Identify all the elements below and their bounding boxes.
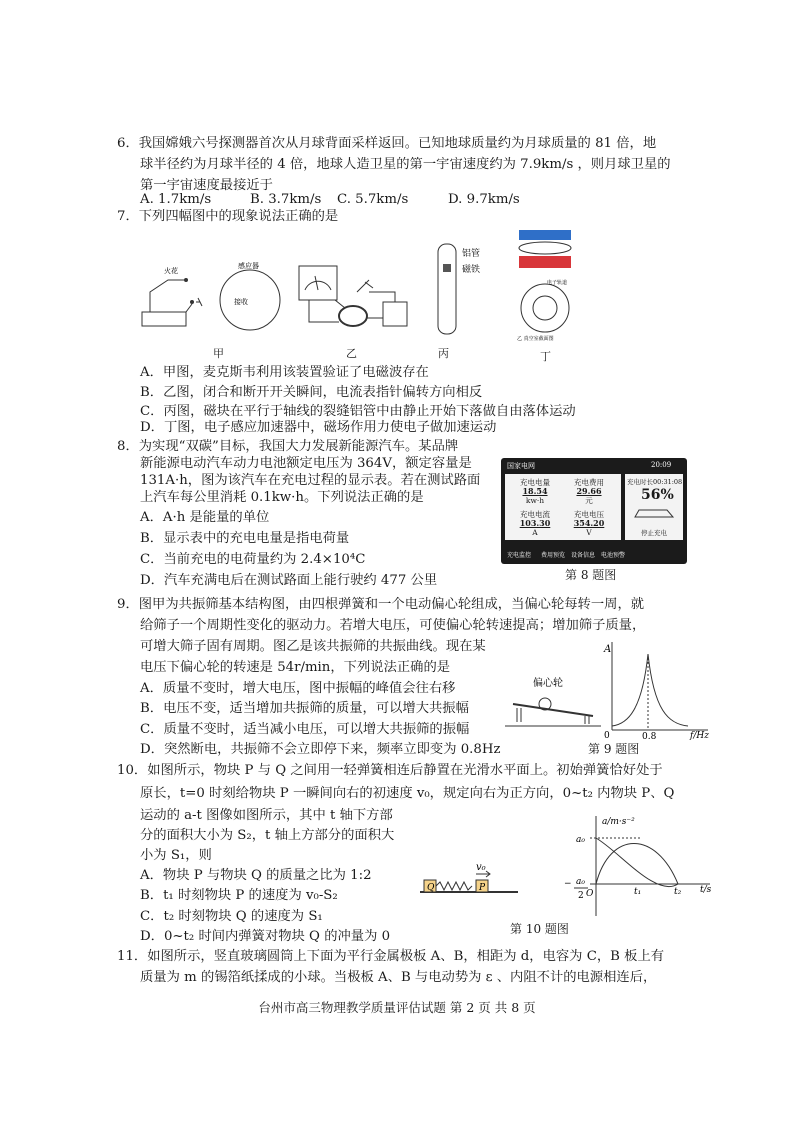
car-icon xyxy=(633,506,675,520)
battery xyxy=(383,302,407,326)
q7-option-a: A．甲图，麦克斯韦利用该装置验证了电磁波存在 xyxy=(140,365,429,380)
timer-text: 充电时长00:31:08 xyxy=(627,478,683,486)
resonance-curve-chart xyxy=(598,640,718,740)
vacuum-chamber xyxy=(521,284,569,332)
y-axis-label: A xyxy=(604,644,612,655)
q7-option-b: B．乙图，闭合和断开开关瞬间，电流表指针偏转方向相反 xyxy=(140,385,483,400)
figure-jia xyxy=(140,262,290,342)
q9-caption: 第 9 题图 xyxy=(588,742,640,756)
q10-option-c: C．t₂ 时刻物块 Q 的速度为 S₁ xyxy=(140,909,323,924)
cell-cost-unit: 元 xyxy=(585,496,593,505)
tab-device[interactable]: 设备信息 xyxy=(571,552,596,559)
gap-label: 火花 xyxy=(164,267,178,275)
sieve-diagram xyxy=(505,672,605,732)
q9-option-c: C．质量不变时，适当减小电压，可以增大共振筛的振幅 xyxy=(140,722,470,737)
magnet-block xyxy=(443,264,451,272)
screen-time: 20:09 xyxy=(651,461,672,469)
q6-line-1: 6．我国嫦娥六号探测器首次从月球背面采样返回。已知地球质量约为月球质量的 81 倍，地 xyxy=(117,136,657,151)
q8-option-a: A．A·h 是能量的单位 xyxy=(140,510,270,525)
figure-bing xyxy=(430,240,490,340)
q6-option-b: B. 3.7km/s xyxy=(250,192,322,207)
q8-line-2: 新能源电动汽车动力电池额定电压为 364V，额定容量是 xyxy=(140,456,472,471)
a0-label: a₀ xyxy=(576,835,585,845)
q10-option-a: A．物块 P 与物块 Q 的质量之比为 1:2 xyxy=(140,868,372,883)
a-axis-label: a/m·s⁻² xyxy=(602,817,635,827)
neg-a0-den-label: 2 xyxy=(578,891,584,901)
q8-line-1: 8．为实现“双碳”目标，我国大力发展新能源汽车。某品牌 xyxy=(117,439,459,454)
cell-current-unit: A xyxy=(532,528,538,537)
q-curve xyxy=(596,844,678,885)
cell-energy-label: 充电电量 xyxy=(520,478,550,487)
neg-a0-label: a₀ xyxy=(576,877,585,887)
q6-line-2: 球半径约为月球半径的 4 倍，地球人造卫星的第一宇宙速度约为 7.9km/s ，则月球卫星的 xyxy=(140,157,671,172)
q6-option-a: A. 1.7km/s xyxy=(140,192,212,207)
cell-current-label: 充电电流 xyxy=(520,510,550,519)
q10-line-3: 运动的 a-t 图像如图所示，其中 t 轴下方部 xyxy=(140,808,393,823)
ring-label: 乙 真空室截面图 xyxy=(517,336,554,342)
coil-label: 感应器 xyxy=(238,262,259,270)
cell-voltage-label: 充电电压 xyxy=(574,510,604,519)
q8-line-4: 上汽车每公里消耗 0.1kw·h。下列说法正确的是 xyxy=(140,490,424,505)
q10-option-d: D．0~t₂ 时间内弹簧对物块 Q 的冲量为 0 xyxy=(140,929,391,944)
charging-screen xyxy=(501,458,687,564)
cell-voltage-unit: V xyxy=(586,528,592,537)
spring xyxy=(436,882,472,890)
q10-line-1: 10．如图所示，物块 P 与 Q 之间用一轻弹簧相连后静置在光滑水平面上。初始弹簧恰好处于 xyxy=(117,763,663,778)
q9-line-1: 9．图甲为共振筛基本结构图，由四根弹簧和一个电动偏心轮组成，当偏心轮每转一周，就 xyxy=(117,597,645,612)
v0-label: v₀ xyxy=(476,862,486,873)
resonance-curve xyxy=(612,654,688,726)
cell-cost-label: 充电费用 xyxy=(574,478,604,487)
q10-line-5: 小为 S₁，则 xyxy=(140,848,212,863)
q10-caption: 第 10 题图 xyxy=(510,922,569,936)
t-axis-label: t/s xyxy=(700,885,712,895)
tube-label: 铝管 xyxy=(462,249,481,259)
q8-caption: 第 8 题图 xyxy=(565,568,617,582)
block-q-label: Q xyxy=(427,883,435,893)
spring-blocks-diagram xyxy=(420,860,520,900)
origin-label: O xyxy=(586,889,594,899)
cell-current-value: 103.30 xyxy=(519,518,551,528)
q11-line-1: 11．如图所示，竖直玻璃圆筒上下面为平行金属极板 A、B，相距为 d，电容为 C，B 板上有 xyxy=(117,949,665,964)
q7-stem: 7．下列四幅图中的现象说法正确的是 xyxy=(117,209,339,224)
cell-cost xyxy=(565,478,613,505)
cell-energy-unit: kw·h xyxy=(525,496,545,505)
induction-coil-box xyxy=(142,312,186,326)
origin-label: 0 xyxy=(604,731,610,740)
q8-line-3: 131A·h，图为该汽车在充电过程的显示表。若在测试路面 xyxy=(140,473,481,488)
cell-energy-value: 18.54 xyxy=(522,486,548,496)
q11-line-2: 质量为 m 的锡箔纸揉成的小球。当极板 A、B 与电动势为 ε 、内阻不计的电源相连后， xyxy=(140,970,657,985)
wheel-label: 偏心轮 xyxy=(533,678,563,689)
figure-yi xyxy=(295,262,420,342)
t2-label: t₂ xyxy=(674,887,682,897)
q6-line-3: 第一宇宙速度最接近于 xyxy=(140,178,273,193)
t1-label: t₁ xyxy=(634,887,642,897)
sieve-plate xyxy=(513,704,593,716)
q9-option-d: D．突然断电，共振筛不会立即停下来，频率立即变为 0.8Hz xyxy=(140,742,501,757)
q7-option-d: D．丁图，电子感应加速器中，磁场作用力使电子做加速运动 xyxy=(140,420,497,435)
q9-option-b: B．电压不变，适当增加共振筛的质量，可以增大共振幅 xyxy=(140,701,469,716)
screen-data-panel xyxy=(505,474,621,540)
tab-monitor[interactable]: 充电监控 xyxy=(507,552,532,559)
tab-cost[interactable]: 费用预览 xyxy=(541,552,566,559)
page-footer: 台州市高三物理教学质量评估试题 第 2 页 共 8 页 xyxy=(258,1000,536,1015)
q10-line-2: 原长，t=0 时刻给物块 P 一瞬间向右的初速度 v₀，规定向右为正方向，0~t₂ 内物块 P、Q xyxy=(140,786,675,801)
stop-charging-button[interactable]: 停止充电 xyxy=(641,529,667,537)
screen-status-panel xyxy=(625,474,683,540)
block-p-label: P xyxy=(479,883,486,893)
cell-cost-value: 29.66 xyxy=(576,486,602,496)
percent-text: 56% xyxy=(641,487,674,503)
tick-label: 0.8 xyxy=(642,732,657,740)
at-graph xyxy=(560,812,720,922)
coil xyxy=(339,306,367,326)
q9-option-a: A．质量不变时，增大电压，图中振幅的峰值会往右移 xyxy=(140,681,456,696)
q9-line-3: 可增大筛子固有周期。图乙是该共振筛的共振曲线。现在某 xyxy=(140,639,486,654)
q6-option-d: D. 9.7km/s xyxy=(448,192,520,207)
cell-voltage xyxy=(565,510,613,537)
q8-option-d: D．汽车充满电后在测试路面上能行驶约 477 公里 xyxy=(140,573,438,588)
q9-line-4: 电压下偏心轮的转速是 54r/min，下列说法正确的是 xyxy=(140,660,451,675)
q9-line-2: 给筛子一个周期性变化的驱动力。若增大电压，可使偏心轮转速提高；增加筛子质量， xyxy=(140,618,646,633)
ammeter xyxy=(299,266,337,300)
x-axis-label: f/Hz xyxy=(690,731,709,740)
rx-label: 接收 xyxy=(234,298,248,306)
orbit-label: 电子轨道 xyxy=(547,280,568,286)
cell-voltage-value: 354.20 xyxy=(573,518,605,528)
cell-energy xyxy=(511,478,559,505)
upper-pole xyxy=(519,230,571,240)
figure-label-yi: 乙 xyxy=(346,347,357,360)
cell-current xyxy=(511,510,559,537)
q8-option-b: B．显示表中的充电电量是指电荷量 xyxy=(140,531,350,546)
neg-sign-label: − xyxy=(564,879,572,889)
figure-label-bing: 丙 xyxy=(438,347,449,360)
tab-battery[interactable]: 电池预警 xyxy=(601,552,626,559)
figure-label-ding: 丁 xyxy=(540,350,551,363)
q6-option-c: C. 5.7km/s xyxy=(337,192,409,207)
figure-label-jia: 甲 xyxy=(213,347,224,360)
q8-option-c: C．当前充电的电荷量约为 2.4×10⁴C xyxy=(140,552,366,567)
lower-pole xyxy=(519,256,571,268)
magnet-label: 磁铁 xyxy=(462,265,481,275)
figure-ding xyxy=(505,226,585,344)
aluminum-tube xyxy=(438,244,456,334)
screen-brand: 国家电网 xyxy=(507,462,535,470)
receiver-loop xyxy=(220,270,280,330)
q7-option-c: C．丙图，磁块在平行于轴线的裂缝铝管中由静止开始下落做自由落体运动 xyxy=(140,404,576,419)
q10-option-b: B．t₁ 时刻物块 P 的速度为 v₀-S₂ xyxy=(140,888,338,903)
q10-line-4: 分的面积大小为 S₂，t 轴上方部分的面积大 xyxy=(140,828,395,843)
